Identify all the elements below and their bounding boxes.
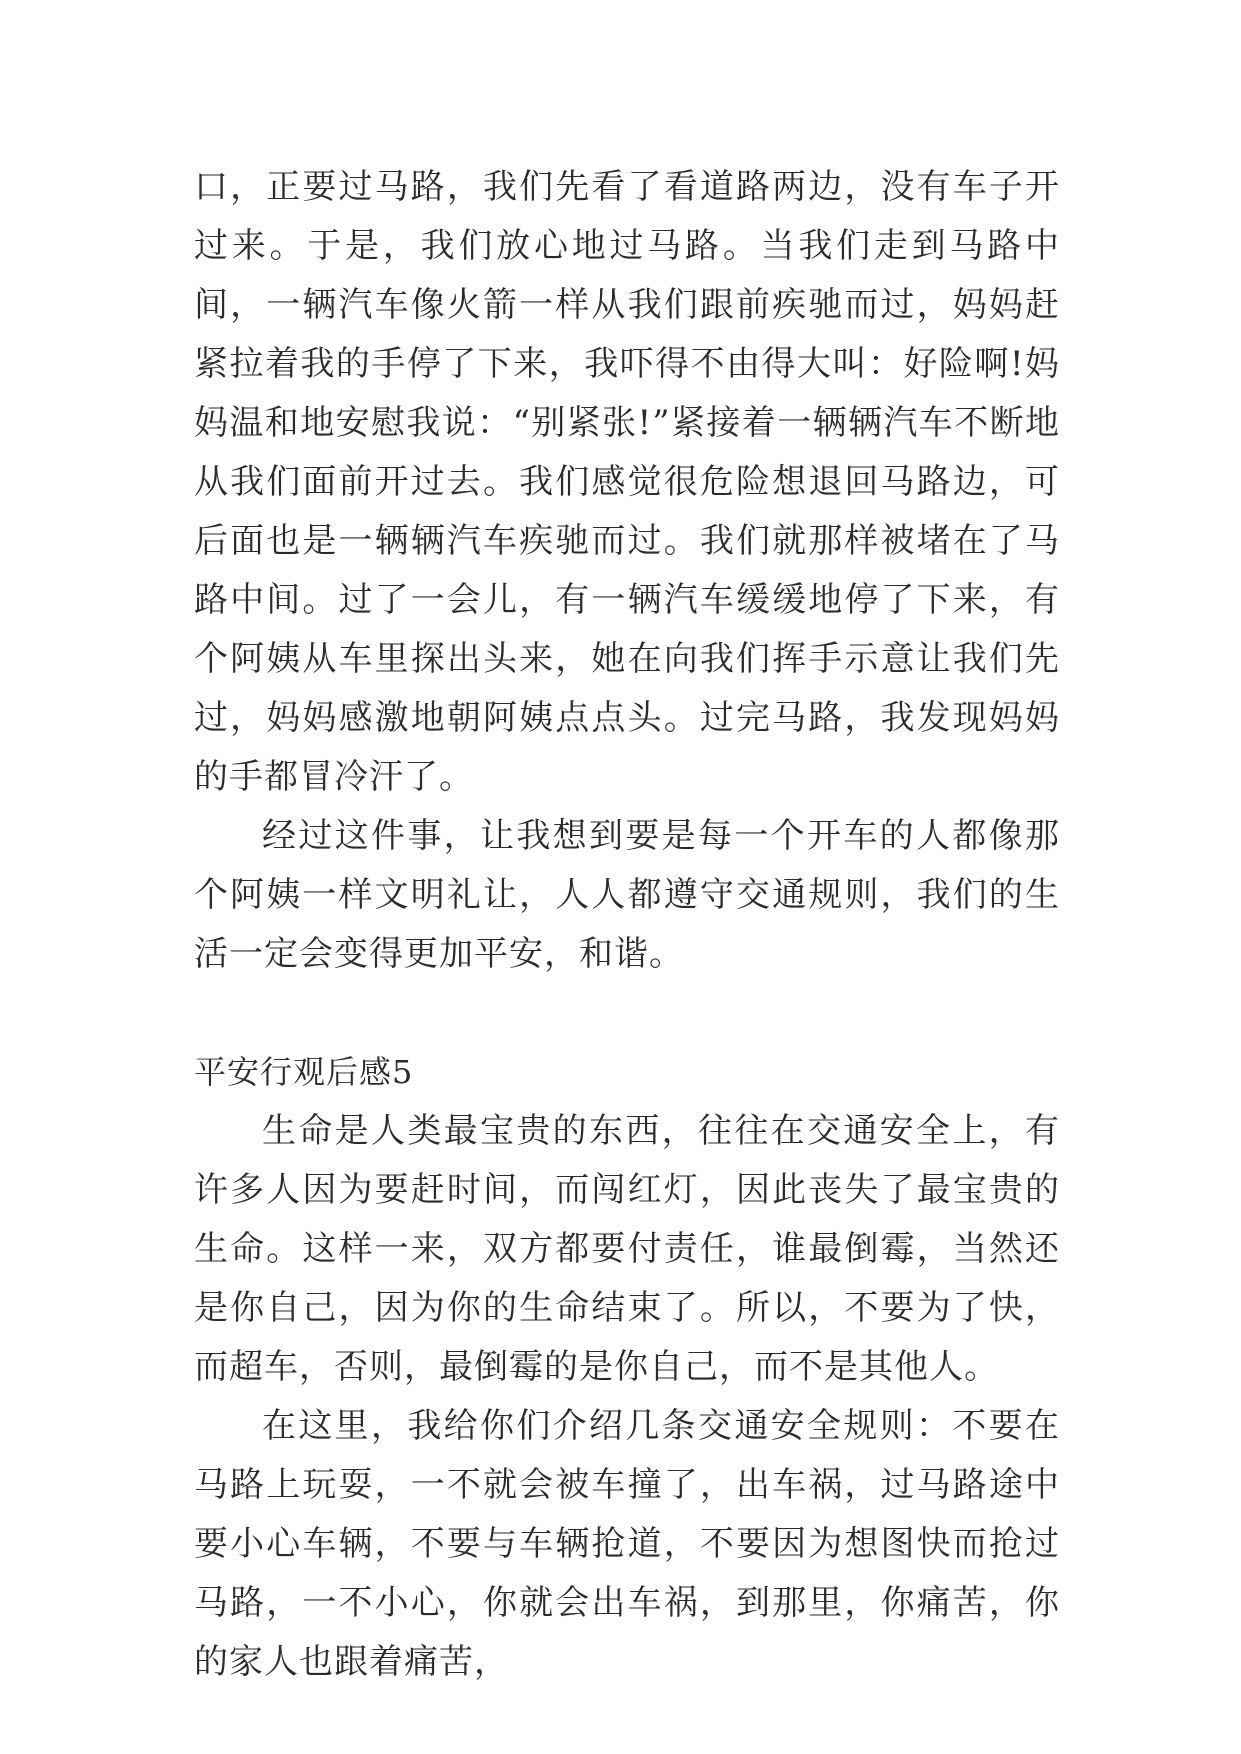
paragraph-life-value: 生命是人类最宝贵的东西，往往在交通安全上，有许多人因为要赶时间，而闯红灯，因此丧失了最宝贵的生命。这样一来，双方都要付责任，谁最倒霉，当然还是你自己，因为你的生命结束了。所以，不要为了快，而超车，否则，最倒霉的是你自己，而不是其他人。 [194,1111,1060,1387]
paragraph-reflection: 经过这件事，让我想到要是每一个开车的人都像那个阿姨一样文明礼让，人人都遵守交通规则，我们的生活一定会变得更加平安，和谐。 [194,816,1060,974]
document-body [194,158,1060,1692]
paragraph-continued: 口，正要过马路，我们先看了看道路两边，没有车子开过来。于是，我们放心地过马路。当我们走到马路中间，一辆汽车像火箭一样从我们跟前疾驰而过，妈妈赶紧拉着我的手停了下来，我吓得不由得大叫：好险啊!妈妈温和地安慰我说：“别紧张!”紧接着一辆辆汽车不断地从我们面前开过去。我们感觉很危险想退回马路边，可后面也是一辆辆汽车疾驰而过。我们就那样被堵在了马路中间。过了一会儿，有一辆汽车缓缓地停了下来，有个阿姨从车里探出头来，她在向我们挥手示意让我们先过，妈妈感激地朝阿姨点点头。过完马路，我发现妈妈的手都冒冷汗了。 [194,167,1060,797]
section-title: 平安行观后感5 [194,1053,414,1091]
paragraph-traffic-rules: 在这里，我给你们介绍几条交通安全规则：不要在马路上玩耍，一不就会被车撞了，出车祸，过马路途中要小心车辆，不要与车辆抢道，不要因为想图快而抢过马路，一不小心，你就会出车祸，到那里，你痛苦，你的家人也跟着痛苦， [194,1406,1060,1682]
